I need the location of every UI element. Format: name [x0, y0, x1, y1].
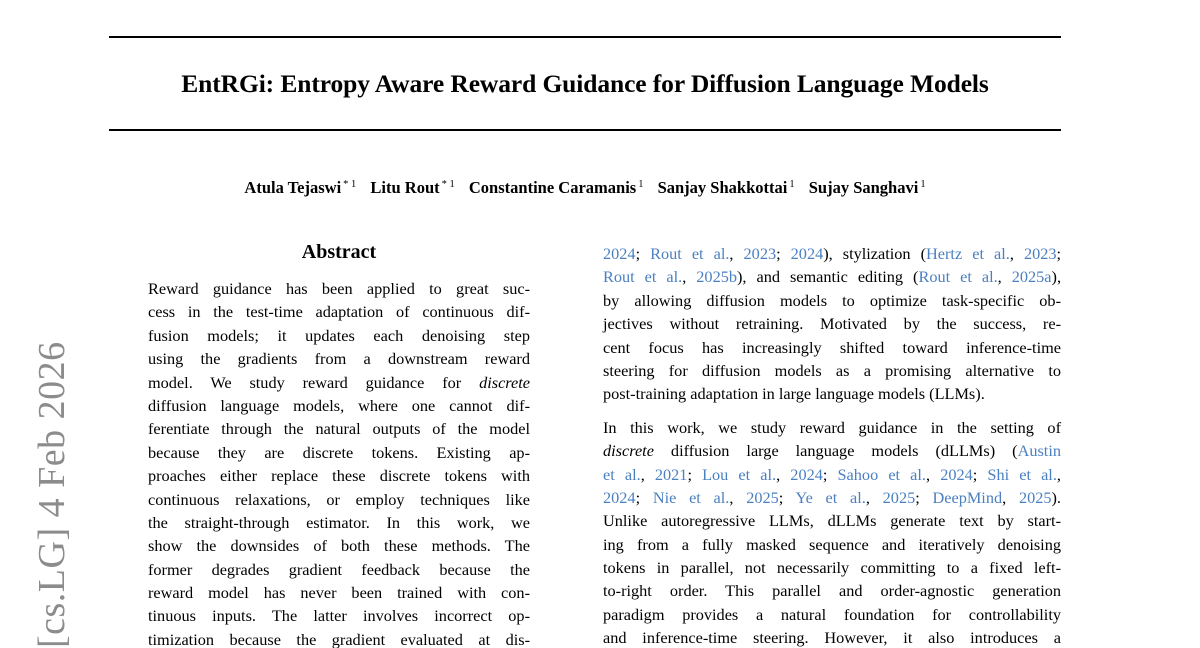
citation-link[interactable]: 2024	[790, 464, 823, 484]
text-line: discrete diffusion large language models (dLLMs) (Austin	[603, 441, 1061, 461]
text-line: to-right order. This parallel and order-agnostic generation	[603, 581, 1061, 601]
abstract-heading: Abstract	[301, 241, 377, 263]
citation-link[interactable]: Rout et al.	[650, 244, 730, 263]
text-line: jectives without retraining. Motivated by the success, re-	[603, 314, 1061, 334]
citation-link[interactable]: 2025	[1018, 487, 1052, 507]
text-line: Rout et al., 2025b), and semantic editing (Rout et al., 2025a),	[603, 267, 1062, 287]
arxiv-side-stamp: [cs.LG] 4 Feb 2026	[31, 341, 73, 648]
citation-link[interactable]: 2025	[882, 487, 916, 507]
citation-link[interactable]: Hertz et al.	[926, 244, 1010, 263]
text-line: timization because the gradient evaluated at dis-	[148, 629, 530, 648]
citation-link[interactable]: Shi et al.	[987, 464, 1057, 484]
citation-link[interactable]: Rout et al.	[918, 267, 998, 287]
author: Constantine Caramanis $^1$	[468, 178, 644, 197]
citation-link[interactable]: Austin	[1017, 441, 1061, 461]
abstract-body	[148, 277, 530, 648]
text-line: paradigm provides a natural foundation for controllability	[603, 604, 1061, 624]
text-line: Reward guidance has been applied to great suc-	[148, 279, 530, 298]
title-top-rule	[109, 36, 1061, 38]
citation-link[interactable]: Rout et al.	[603, 267, 683, 287]
author: Sujay Sanghavi $^1$	[808, 178, 926, 197]
citation-link[interactable]: Lou et al.	[702, 464, 777, 484]
emphasis: discrete	[479, 372, 530, 392]
citation-link[interactable]: 2024	[603, 244, 636, 263]
text-line: because they are discrete tokens. Existing ap-	[148, 442, 530, 462]
citation-link[interactable]: DeepMind	[932, 487, 1003, 507]
text-line: 2024; Nie et al., 2025; Ye et al., 2025; DeepMind, 2025).	[603, 487, 1061, 507]
citation-link[interactable]: 2025a	[1011, 267, 1052, 287]
citation-link[interactable]: 2025	[746, 487, 779, 507]
text-line: continuous relaxations, or employ techniques like	[148, 489, 530, 509]
text-line: ing from a fully masked sequence and iteratively denoising	[603, 534, 1061, 554]
text-line: et al., 2021; Lou et al., 2024; Sahoo et al., 2024; Shi et al.,	[603, 464, 1061, 484]
citation-link[interactable]: 2024	[940, 464, 973, 484]
author: Sanjay Shakkottai $^1$	[657, 178, 795, 197]
citation-link[interactable]: 2024	[603, 487, 636, 507]
text-line: fusion models; it updates each denoising step	[148, 325, 530, 345]
citation-link[interactable]: 2021	[654, 464, 688, 484]
emphasis: discrete	[603, 441, 654, 461]
paper-title: EntRGi: Entropy Aware Reward Guidance for Diffusion Language Models	[181, 69, 989, 98]
citation-link[interactable]: 2023	[1023, 244, 1057, 263]
text-line: and inference-time steering. However, it also introduces a	[603, 628, 1061, 648]
text-line: cess in the test-time adaptation of continuous dif-	[148, 302, 530, 322]
title-bottom-rule	[109, 129, 1061, 131]
text-line: tokens in parallel, not necessarily committing to a fixed left-	[603, 558, 1061, 578]
text-line: former degrades gradient feedback because the	[148, 559, 530, 579]
text-line: the straight-through estimator. In this work, we	[148, 512, 530, 532]
author: Atula Tejaswi $^{* 1}$	[244, 178, 357, 197]
text-line: ferentiate through the natural outputs of the model	[148, 419, 530, 439]
text-line: post-training adaptation in large language models (LLMs).	[603, 384, 985, 404]
text-line: by allowing diffusion models to optimize task-specific ob-	[603, 290, 1061, 310]
citation-link[interactable]: et al.	[603, 464, 641, 484]
text-line: tinuous inputs. The latter involves incorrect op-	[148, 606, 530, 626]
text-line: reward model has never been trained with con-	[148, 583, 530, 603]
text-line: proaches either replace these discrete tokens with	[148, 466, 530, 486]
author: Litu Rout $^{* 1}$	[370, 178, 455, 197]
text-line: diffusion language models, where one cannot dif-	[148, 395, 530, 415]
citation-link[interactable]: 2024	[790, 244, 824, 263]
text-line: using the gradients from a downstream reward	[148, 349, 530, 369]
citation-link[interactable]: Ye et al.	[795, 487, 866, 507]
text-line: Unlike autoregressive LLMs, dLLMs generate text by start-	[603, 511, 1061, 531]
citation-link[interactable]: Nie et al.	[652, 487, 730, 507]
text-line: cent focus has increasingly shifted toward inference-time	[603, 337, 1061, 357]
intro-column	[603, 242, 1061, 648]
paragraph-gap	[603, 406, 1061, 416]
citation-link[interactable]: 2023	[743, 244, 777, 263]
citation-link[interactable]: Sahoo et al.	[837, 464, 926, 484]
citation-link[interactable]: 2025b	[696, 267, 737, 287]
author-list	[109, 174, 1061, 199]
text-line: show the downsides of both these methods. The	[148, 536, 530, 556]
text-line: model. We study reward guidance for discrete	[148, 372, 530, 392]
text-line: steering for diffusion models as a promising alternative to	[603, 360, 1061, 380]
text-line: In this work, we study reward guidance in the setting of	[603, 417, 1061, 437]
text-line: 2024; Rout et al., 2023; 2024), stylization (Hertz et al., 2023;	[603, 244, 1062, 263]
